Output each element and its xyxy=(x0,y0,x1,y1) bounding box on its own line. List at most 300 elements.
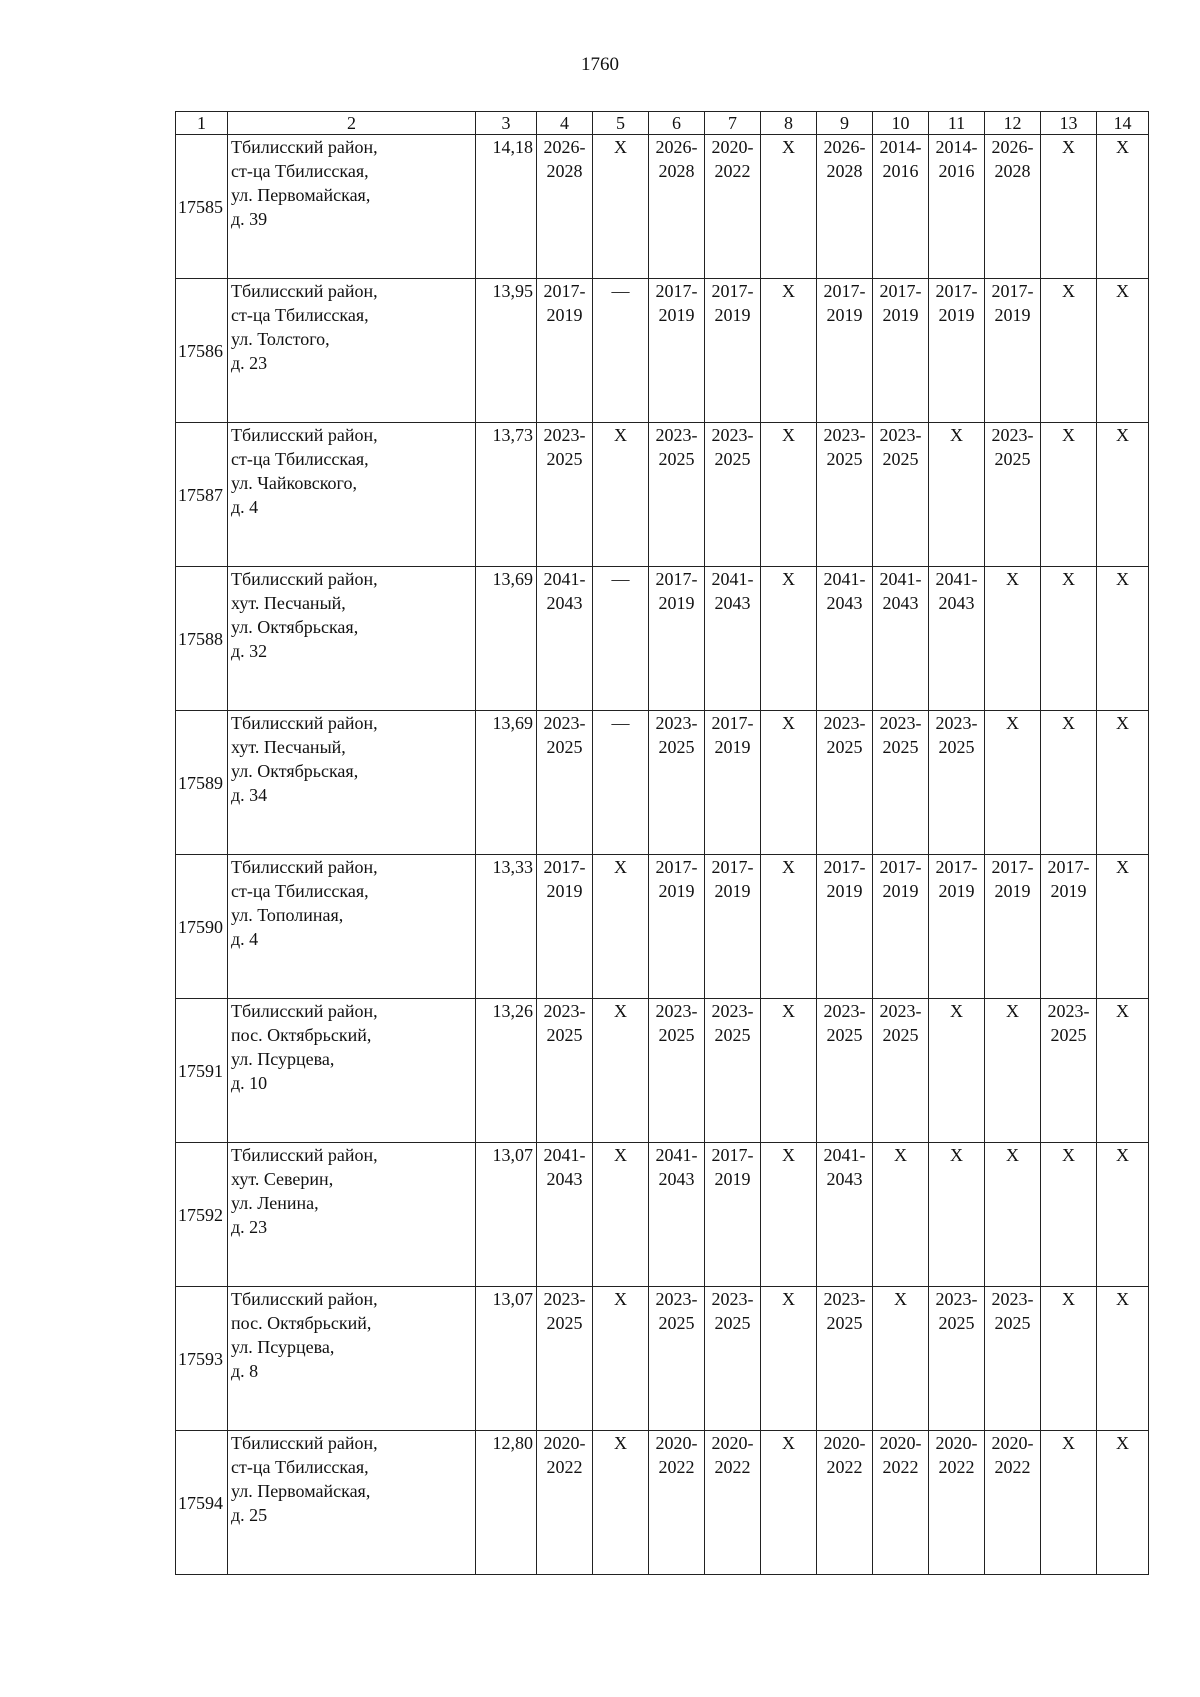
cell-value: 2017- 2019 xyxy=(879,281,922,325)
cell-value: X xyxy=(1062,425,1075,445)
cell-value: 2026- 2028 xyxy=(543,137,586,181)
value-cell-col-14 xyxy=(1097,711,1149,855)
address-line: Тбилисский район, xyxy=(231,857,378,877)
value-cell-col-8 xyxy=(761,1287,817,1431)
table-row xyxy=(176,423,1149,567)
value-cell-col-3 xyxy=(476,1143,537,1287)
cell-value: 13,95 xyxy=(492,281,533,301)
cell-value: X xyxy=(1006,569,1019,589)
value-cell-col-11 xyxy=(929,1287,985,1431)
value-cell-col-5 xyxy=(593,423,649,567)
row-number: 17592 xyxy=(176,1143,228,1287)
value-cell-col-6 xyxy=(649,855,705,999)
value-cell-col-3 xyxy=(476,1431,537,1575)
row-number: 17585 xyxy=(176,135,228,279)
value-cell-col-12 xyxy=(985,855,1041,999)
value-cell-col-12 xyxy=(985,1431,1041,1575)
value-cell-col-5 xyxy=(593,135,649,279)
cell-value: X xyxy=(894,1145,907,1165)
cell-value: X xyxy=(1116,281,1129,301)
value-cell-col-14 xyxy=(1097,135,1149,279)
address-line: ул. Октябрьская, xyxy=(231,617,359,637)
value-cell-col-8 xyxy=(761,135,817,279)
address-cell xyxy=(228,279,476,423)
cell-value: X xyxy=(1006,1001,1019,1021)
address-cell xyxy=(228,423,476,567)
cell-value: 2023- 2025 xyxy=(711,1001,754,1045)
table-row xyxy=(176,855,1149,999)
address-line: ст-ца Тбилисская, xyxy=(231,449,369,469)
cell-value: X xyxy=(950,425,963,445)
cell-value: X xyxy=(1062,137,1075,157)
column-header-1: 1 xyxy=(176,112,228,135)
value-cell-col-5 xyxy=(593,1143,649,1287)
value-cell-col-6 xyxy=(649,711,705,855)
value-cell-col-3 xyxy=(476,279,537,423)
cell-value: X xyxy=(1062,569,1075,589)
value-cell-col-14 xyxy=(1097,1431,1149,1575)
cell-value: 2017- 2019 xyxy=(991,857,1034,901)
address-cell xyxy=(228,135,476,279)
value-cell-col-5 xyxy=(593,999,649,1143)
value-cell-col-9 xyxy=(817,423,873,567)
cell-value: 2017- 2019 xyxy=(655,857,698,901)
address-line: пос. Октябрьский, xyxy=(231,1025,372,1045)
table-row xyxy=(176,1287,1149,1431)
table-row xyxy=(176,711,1149,855)
cell-value: 2020- 2022 xyxy=(711,137,754,181)
value-cell-col-10 xyxy=(873,711,929,855)
address-line: ул. Псурцева, xyxy=(231,1049,335,1069)
value-cell-col-12 xyxy=(985,1143,1041,1287)
value-cell-col-4 xyxy=(537,711,593,855)
column-header-5: 5 xyxy=(593,112,649,135)
cell-value: 2017- 2019 xyxy=(991,281,1034,325)
address-line: хут. Северин, xyxy=(231,1169,334,1189)
cell-value: X xyxy=(1116,137,1129,157)
cell-value: X xyxy=(1116,713,1129,733)
value-cell-col-5 xyxy=(593,711,649,855)
cell-value: 2023- 2025 xyxy=(879,713,922,757)
value-cell-col-4 xyxy=(537,135,593,279)
cell-value: 2023- 2025 xyxy=(991,1289,1034,1333)
register-table xyxy=(175,111,1149,1575)
value-cell-col-3 xyxy=(476,1287,537,1431)
address-cell xyxy=(228,1431,476,1575)
cell-value: 2017- 2019 xyxy=(823,281,866,325)
value-cell-col-9 xyxy=(817,999,873,1143)
cell-value: X xyxy=(614,1433,627,1453)
address-line: Тбилисский район, xyxy=(231,1001,378,1021)
cell-value: X xyxy=(1062,1433,1075,1453)
value-cell-col-9 xyxy=(817,1431,873,1575)
cell-value: X xyxy=(782,569,795,589)
column-header-10: 10 xyxy=(873,112,929,135)
value-cell-col-13 xyxy=(1041,855,1097,999)
cell-value: X xyxy=(950,1145,963,1165)
cell-value: X xyxy=(782,857,795,877)
value-cell-col-9 xyxy=(817,711,873,855)
cell-value: X xyxy=(614,137,627,157)
cell-value: 2023- 2025 xyxy=(543,713,586,757)
value-cell-col-12 xyxy=(985,567,1041,711)
cell-value: 2023- 2025 xyxy=(823,425,866,469)
address-cell xyxy=(228,855,476,999)
address-line: д. 4 xyxy=(231,497,259,517)
cell-value: 2023- 2025 xyxy=(991,425,1034,469)
cell-value: 2020- 2022 xyxy=(655,1433,698,1477)
cell-value: 13,73 xyxy=(492,425,533,445)
cell-value: 2017- 2019 xyxy=(543,281,586,325)
value-cell-col-5 xyxy=(593,1287,649,1431)
cell-value: X xyxy=(782,137,795,157)
value-cell-col-10 xyxy=(873,1287,929,1431)
cell-value: 2023- 2025 xyxy=(543,1289,586,1333)
row-number: 17594 xyxy=(176,1431,228,1575)
value-cell-col-12 xyxy=(985,279,1041,423)
table-row xyxy=(176,1431,1149,1575)
cell-value: 2023- 2025 xyxy=(823,1001,866,1045)
value-cell-col-5 xyxy=(593,567,649,711)
column-header-6: 6 xyxy=(649,112,705,135)
value-cell-col-13 xyxy=(1041,567,1097,711)
value-cell-col-4 xyxy=(537,423,593,567)
value-cell-col-7 xyxy=(705,423,761,567)
value-cell-col-8 xyxy=(761,279,817,423)
value-cell-col-11 xyxy=(929,279,985,423)
value-cell-col-12 xyxy=(985,423,1041,567)
column-header-3: 3 xyxy=(476,112,537,135)
value-cell-col-10 xyxy=(873,999,929,1143)
row-number: 17589 xyxy=(176,711,228,855)
value-cell-col-11 xyxy=(929,711,985,855)
value-cell-col-5 xyxy=(593,279,649,423)
value-cell-col-14 xyxy=(1097,1287,1149,1431)
value-cell-col-3 xyxy=(476,567,537,711)
cell-value: X xyxy=(1116,1289,1129,1309)
cell-value: — xyxy=(611,713,630,733)
cell-value: 2014- 2016 xyxy=(935,137,978,181)
cell-value: 2023- 2025 xyxy=(543,425,586,469)
column-header-2: 2 xyxy=(228,112,476,135)
address-line: ул. Октябрьская, xyxy=(231,761,359,781)
cell-value: 2017- 2019 xyxy=(655,281,698,325)
column-header-4: 4 xyxy=(537,112,593,135)
cell-value: 2017- 2019 xyxy=(935,281,978,325)
table-row xyxy=(176,1143,1149,1287)
cell-value: 12,80 xyxy=(492,1433,533,1453)
address-line: д. 32 xyxy=(231,641,268,661)
cell-value: 2041- 2043 xyxy=(823,569,866,613)
cell-value: X xyxy=(1062,1145,1075,1165)
address-line: ул. Первомайская, xyxy=(231,1481,371,1501)
value-cell-col-13 xyxy=(1041,1143,1097,1287)
value-cell-col-14 xyxy=(1097,279,1149,423)
value-cell-col-7 xyxy=(705,1287,761,1431)
address-line: ул. Ленина, xyxy=(231,1193,319,1213)
address-line: ст-ца Тбилисская, xyxy=(231,161,369,181)
cell-value: 2020- 2022 xyxy=(543,1433,586,1477)
cell-value: 2041- 2043 xyxy=(823,1145,866,1189)
value-cell-col-9 xyxy=(817,1287,873,1431)
value-cell-col-12 xyxy=(985,1287,1041,1431)
cell-value: X xyxy=(894,1289,907,1309)
value-cell-col-14 xyxy=(1097,1143,1149,1287)
value-cell-col-11 xyxy=(929,1143,985,1287)
address-line: д. 4 xyxy=(231,929,259,949)
cell-value: 13,07 xyxy=(492,1145,533,1165)
cell-value: 2020- 2022 xyxy=(991,1433,1034,1477)
cell-value: 13,69 xyxy=(492,569,533,589)
cell-value: X xyxy=(782,1001,795,1021)
cell-value: X xyxy=(782,425,795,445)
cell-value: 2023- 2025 xyxy=(655,1001,698,1045)
value-cell-col-9 xyxy=(817,855,873,999)
value-cell-col-10 xyxy=(873,1431,929,1575)
value-cell-col-12 xyxy=(985,999,1041,1143)
cell-value: X xyxy=(614,1001,627,1021)
address-line: пос. Октябрьский, xyxy=(231,1313,372,1333)
value-cell-col-6 xyxy=(649,279,705,423)
cell-value: X xyxy=(1062,281,1075,301)
cell-value: 13,26 xyxy=(492,1001,533,1021)
address-line: ст-ца Тбилисская, xyxy=(231,1457,369,1477)
cell-value: 2017- 2019 xyxy=(543,857,586,901)
value-cell-col-4 xyxy=(537,1431,593,1575)
row-number: 17588 xyxy=(176,567,228,711)
value-cell-col-6 xyxy=(649,1287,705,1431)
cell-value: 2023- 2025 xyxy=(655,1289,698,1333)
value-cell-col-4 xyxy=(537,567,593,711)
cell-value: — xyxy=(611,281,630,301)
address-cell xyxy=(228,1143,476,1287)
value-cell-col-6 xyxy=(649,999,705,1143)
value-cell-col-14 xyxy=(1097,999,1149,1143)
cell-value: 2020- 2022 xyxy=(879,1433,922,1477)
cell-value: X xyxy=(614,425,627,445)
cell-value: 2041- 2043 xyxy=(935,569,978,613)
value-cell-col-7 xyxy=(705,1143,761,1287)
cell-value: X xyxy=(1006,1145,1019,1165)
cell-value: 2020- 2022 xyxy=(823,1433,866,1477)
cell-value: 2023- 2025 xyxy=(823,1289,866,1333)
cell-value: X xyxy=(1116,1145,1129,1165)
address-line: Тбилисский район, xyxy=(231,137,378,157)
value-cell-col-4 xyxy=(537,855,593,999)
address-line: Тбилисский район, xyxy=(231,1145,378,1165)
value-cell-col-8 xyxy=(761,711,817,855)
cell-value: X xyxy=(614,857,627,877)
value-cell-col-11 xyxy=(929,423,985,567)
value-cell-col-11 xyxy=(929,1431,985,1575)
cell-value: X xyxy=(1062,1289,1075,1309)
value-cell-col-10 xyxy=(873,279,929,423)
value-cell-col-6 xyxy=(649,567,705,711)
value-cell-col-11 xyxy=(929,999,985,1143)
value-cell-col-8 xyxy=(761,567,817,711)
value-cell-col-14 xyxy=(1097,567,1149,711)
value-cell-col-8 xyxy=(761,1143,817,1287)
value-cell-col-7 xyxy=(705,999,761,1143)
cell-value: X xyxy=(1116,1433,1129,1453)
value-cell-col-13 xyxy=(1041,711,1097,855)
value-cell-col-11 xyxy=(929,855,985,999)
column-header-12: 12 xyxy=(985,112,1041,135)
cell-value: 2023- 2025 xyxy=(935,1289,978,1333)
address-cell xyxy=(228,711,476,855)
row-number: 17593 xyxy=(176,1287,228,1431)
address-cell xyxy=(228,567,476,711)
value-cell-col-6 xyxy=(649,1431,705,1575)
address-line: д. 23 xyxy=(231,1217,268,1237)
column-header-13: 13 xyxy=(1041,112,1097,135)
cell-value: X xyxy=(782,713,795,733)
cell-value: X xyxy=(1116,569,1129,589)
table-row xyxy=(176,279,1149,423)
value-cell-col-4 xyxy=(537,999,593,1143)
cell-value: 14,18 xyxy=(492,137,533,157)
cell-value: X xyxy=(1006,713,1019,733)
address-line: Тбилисский район, xyxy=(231,713,378,733)
cell-value: X xyxy=(1116,1001,1129,1021)
address-line: д. 39 xyxy=(231,209,268,229)
cell-value: 2041- 2043 xyxy=(711,569,754,613)
value-cell-col-13 xyxy=(1041,999,1097,1143)
value-cell-col-3 xyxy=(476,711,537,855)
value-cell-col-13 xyxy=(1041,135,1097,279)
column-header-9: 9 xyxy=(817,112,873,135)
value-cell-col-5 xyxy=(593,1431,649,1575)
value-cell-col-7 xyxy=(705,855,761,999)
table-row xyxy=(176,567,1149,711)
address-line: хут. Песчаный, xyxy=(231,593,346,613)
value-cell-col-14 xyxy=(1097,855,1149,999)
value-cell-col-8 xyxy=(761,855,817,999)
value-cell-col-7 xyxy=(705,711,761,855)
value-cell-col-6 xyxy=(649,1143,705,1287)
value-cell-col-4 xyxy=(537,279,593,423)
cell-value: 2017- 2019 xyxy=(879,857,922,901)
cell-value: 2017- 2019 xyxy=(655,569,698,613)
cell-value: 2023- 2025 xyxy=(879,1001,922,1045)
value-cell-col-8 xyxy=(761,1431,817,1575)
value-cell-col-4 xyxy=(537,1287,593,1431)
row-number: 17586 xyxy=(176,279,228,423)
cell-value: 2020- 2022 xyxy=(711,1433,754,1477)
cell-value: 2023- 2025 xyxy=(1047,1001,1090,1045)
cell-value: 2041- 2043 xyxy=(655,1145,698,1189)
column-header-11: 11 xyxy=(929,112,985,135)
value-cell-col-10 xyxy=(873,855,929,999)
value-cell-col-3 xyxy=(476,855,537,999)
address-line: д. 8 xyxy=(231,1361,259,1381)
value-cell-col-6 xyxy=(649,423,705,567)
value-cell-col-3 xyxy=(476,999,537,1143)
cell-value: X xyxy=(950,1001,963,1021)
value-cell-col-13 xyxy=(1041,1431,1097,1575)
column-header-8: 8 xyxy=(761,112,817,135)
address-line: ул. Тополиная, xyxy=(231,905,344,925)
value-cell-col-9 xyxy=(817,135,873,279)
row-number: 17587 xyxy=(176,423,228,567)
cell-value: 2017- 2019 xyxy=(1047,857,1090,901)
row-number: 17591 xyxy=(176,999,228,1143)
cell-value: 2017- 2019 xyxy=(935,857,978,901)
cell-value: — xyxy=(611,569,630,589)
value-cell-col-13 xyxy=(1041,279,1097,423)
value-cell-col-11 xyxy=(929,135,985,279)
address-line: Тбилисский район, xyxy=(231,569,378,589)
value-cell-col-3 xyxy=(476,135,537,279)
address-line: д. 23 xyxy=(231,353,268,373)
cell-value: 2017- 2019 xyxy=(823,857,866,901)
cell-value: 2023- 2025 xyxy=(655,713,698,757)
address-line: д. 10 xyxy=(231,1073,268,1093)
value-cell-col-10 xyxy=(873,567,929,711)
cell-value: X xyxy=(782,1145,795,1165)
page-number: 1760 xyxy=(581,54,619,75)
value-cell-col-11 xyxy=(929,567,985,711)
address-line: Тбилисский район, xyxy=(231,1289,378,1309)
value-cell-col-10 xyxy=(873,423,929,567)
value-cell-col-4 xyxy=(537,1143,593,1287)
cell-value: 2020- 2022 xyxy=(935,1433,978,1477)
address-line: д. 25 xyxy=(231,1505,268,1525)
cell-value: 13,07 xyxy=(492,1289,533,1309)
value-cell-col-10 xyxy=(873,135,929,279)
address-line: ст-ца Тбилисская, xyxy=(231,305,369,325)
cell-value: X xyxy=(782,1433,795,1453)
cell-value: 2026- 2028 xyxy=(655,137,698,181)
cell-value: 2026- 2028 xyxy=(823,137,866,181)
address-line: ул. Псурцева, xyxy=(231,1337,335,1357)
cell-value: X xyxy=(782,1289,795,1309)
value-cell-col-13 xyxy=(1041,423,1097,567)
cell-value: X xyxy=(614,1145,627,1165)
cell-value: 2017- 2019 xyxy=(711,857,754,901)
value-cell-col-9 xyxy=(817,1143,873,1287)
cell-value: 2041- 2043 xyxy=(543,1145,586,1189)
cell-value: 2041- 2043 xyxy=(543,569,586,613)
value-cell-col-8 xyxy=(761,423,817,567)
cell-value: 2023- 2025 xyxy=(879,425,922,469)
cell-value: X xyxy=(782,281,795,301)
value-cell-col-7 xyxy=(705,567,761,711)
cell-value: X xyxy=(614,1289,627,1309)
cell-value: 2014- 2016 xyxy=(879,137,922,181)
value-cell-col-14 xyxy=(1097,423,1149,567)
address-line: д. 34 xyxy=(231,785,268,805)
column-header-7: 7 xyxy=(705,112,761,135)
cell-value: 2017- 2019 xyxy=(711,713,754,757)
address-line: ул. Толстого, xyxy=(231,329,330,349)
header-row xyxy=(176,112,1149,135)
address-line: ул. Первомайская, xyxy=(231,185,371,205)
cell-value: 2017- 2019 xyxy=(711,1145,754,1189)
column-header-14: 14 xyxy=(1097,112,1149,135)
value-cell-col-5 xyxy=(593,855,649,999)
table-row xyxy=(176,999,1149,1143)
cell-value: 2041- 2043 xyxy=(879,569,922,613)
address-line: Тбилисский район, xyxy=(231,281,378,301)
row-number: 17590 xyxy=(176,855,228,999)
address-line: ул. Чайковского, xyxy=(231,473,357,493)
table-row xyxy=(176,135,1149,279)
value-cell-col-12 xyxy=(985,711,1041,855)
cell-value: 2017- 2019 xyxy=(711,281,754,325)
value-cell-col-8 xyxy=(761,999,817,1143)
value-cell-col-3 xyxy=(476,423,537,567)
